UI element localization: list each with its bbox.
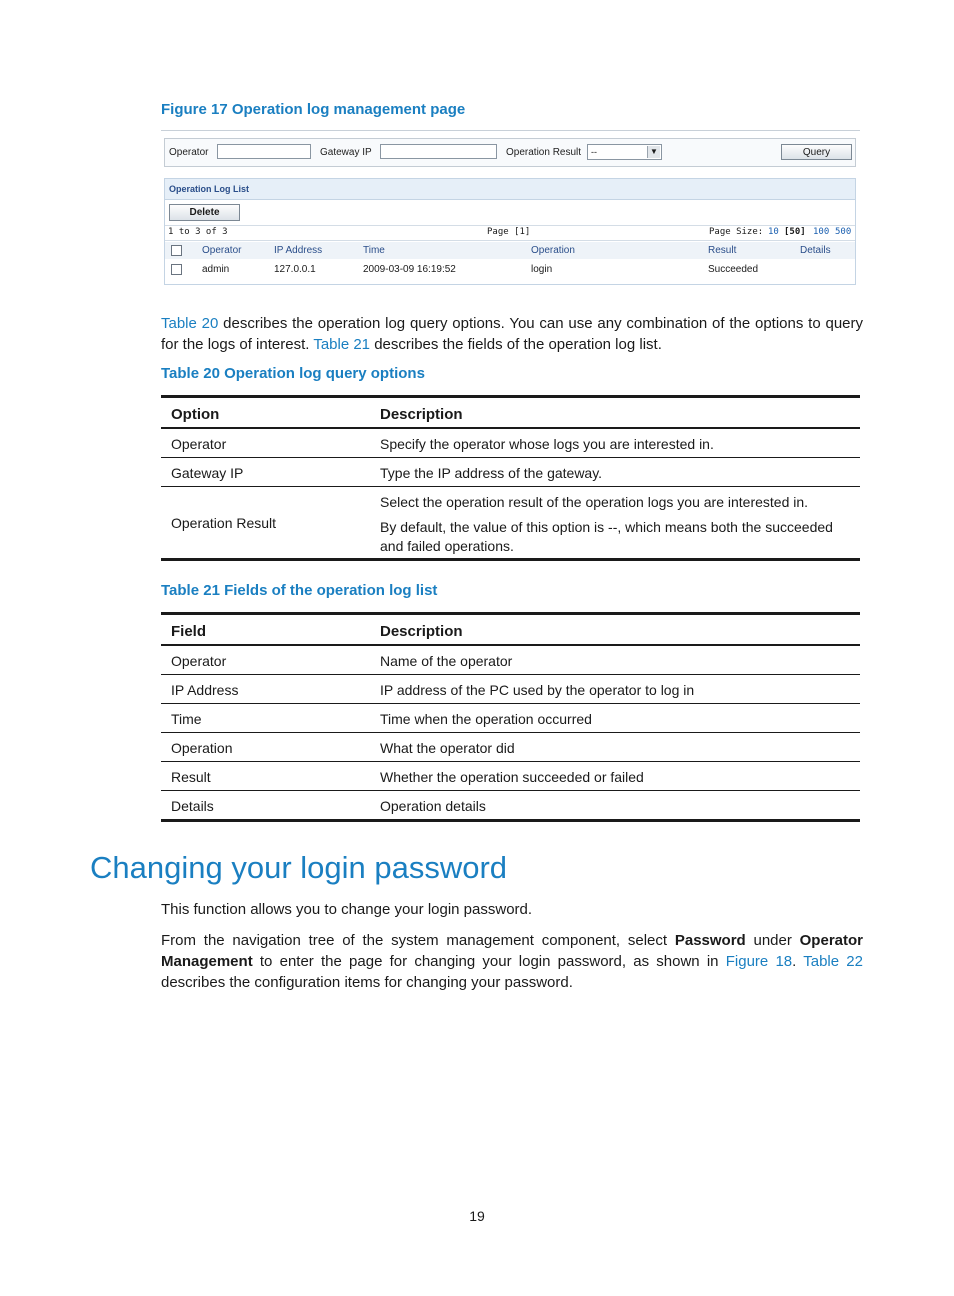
table21-header-description: Description <box>370 614 860 646</box>
description-cell: IP address of the PC used by the operator to log in <box>370 675 860 704</box>
result-label: Operation Result <box>506 147 582 158</box>
col-time[interactable]: Time <box>363 245 385 256</box>
field-cell: Time <box>161 704 370 733</box>
field-cell: Result <box>161 762 370 791</box>
col-details: Details <box>800 245 831 256</box>
description-cell: Name of the operator <box>370 645 860 675</box>
option-cell: Gateway IP <box>161 458 370 487</box>
table-row <box>165 261 855 278</box>
description-cell: Specify the operator whose logs you are interested in. <box>370 428 860 458</box>
table20-header-description: Description <box>370 397 860 429</box>
result-select[interactable] <box>587 144 662 160</box>
result-select-value: -- <box>591 147 597 157</box>
description-line: By default, the value of this option is --, which means both the succeeded and failed operations. <box>380 519 833 554</box>
figure-caption: Figure 17 Operation log management page <box>161 101 466 118</box>
page-size-10[interactable]: 10 <box>768 227 779 237</box>
p2-t1: From the navigation tree of the system management component, select <box>161 932 675 949</box>
description-cell: Time when the operation occurred <box>370 704 860 733</box>
page-size-100[interactable]: 100 <box>813 227 830 237</box>
page-number: 19 <box>469 1208 485 1224</box>
table-row <box>161 675 860 704</box>
table-row <box>161 487 860 560</box>
list-title: Operation Log List <box>169 184 249 194</box>
query-button[interactable]: Query <box>781 144 852 160</box>
page-size-500[interactable]: 500 <box>835 227 852 237</box>
col-ip-address[interactable]: IP Address <box>274 245 323 256</box>
intro-paragraph <box>161 313 863 355</box>
section-paragraph <box>161 930 863 993</box>
row-result: Succeeded <box>708 264 759 275</box>
section-heading: Changing your login password <box>90 850 508 885</box>
table-row <box>161 791 860 821</box>
description-cell: What the operator did <box>370 733 860 762</box>
description-cell <box>370 487 860 560</box>
description-line: Select the operation result of the operation logs you are interested in. <box>380 494 809 510</box>
field-cell: Details <box>161 791 370 821</box>
table21-header-field: Field <box>161 614 370 646</box>
page-size-label: Page Size: <box>709 227 764 237</box>
page-size-50[interactable]: [50] <box>784 227 806 237</box>
table-row <box>161 428 860 458</box>
table20-header-option: Option <box>161 397 370 429</box>
password-term: Password <box>674 932 746 949</box>
row-checkbox[interactable] <box>171 264 182 275</box>
col-operator[interactable]: Operator <box>202 245 242 256</box>
list-header <box>165 179 855 200</box>
col-operation[interactable]: Operation <box>531 245 575 256</box>
gateway-input[interactable] <box>380 144 497 159</box>
p2-t4: . <box>792 953 804 970</box>
p2-t5: describes the configuration items for changing your password. <box>161 974 573 991</box>
para1-text2: describes the fields of the operation log list. <box>370 336 662 353</box>
figure18-link[interactable]: Figure 18 <box>725 953 793 970</box>
table-row <box>161 733 860 762</box>
operator-management-term: Operator Management <box>161 932 863 970</box>
col-result[interactable]: Result <box>708 245 737 256</box>
row-operation: login <box>531 264 553 275</box>
p2-t3: to enter the page for changing your login password, as shown in <box>252 953 726 970</box>
select-all-checkbox[interactable] <box>171 245 182 256</box>
field-cell: Operation <box>161 733 370 762</box>
table22-link[interactable]: Table 22 <box>803 953 863 970</box>
delete-button[interactable]: Delete <box>169 204 240 221</box>
table20-caption: Table 20 Operation log query options <box>161 365 425 382</box>
figure-divider <box>161 130 860 131</box>
table20 <box>161 395 860 561</box>
field-cell: IP Address <box>161 675 370 704</box>
table20-link[interactable]: Table 20 <box>161 315 219 332</box>
row-time: 2009-03-09 16:19:52 <box>363 264 456 275</box>
range-text: 1 to 3 of 3 <box>168 227 228 237</box>
table21-caption: Table 21 Fields of the operation log list <box>161 582 438 599</box>
description-cell: Whether the operation succeeded or failed <box>370 762 860 791</box>
chevron-down-icon: ▼ <box>647 146 660 158</box>
description-cell: Operation details <box>370 791 860 821</box>
operator-input[interactable] <box>217 144 311 159</box>
operation-log-list <box>164 178 856 285</box>
row-ip: 127.0.0.1 <box>274 264 316 275</box>
gateway-label: Gateway IP <box>320 147 372 158</box>
table-row <box>161 645 860 675</box>
operator-label: Operator <box>169 147 209 158</box>
page-indicator: Page [1] <box>487 227 531 237</box>
table-row <box>161 458 860 487</box>
table-row <box>161 704 860 733</box>
table21-link[interactable]: Table 21 <box>313 336 371 353</box>
table21 <box>161 612 860 822</box>
pager <box>165 225 855 241</box>
description-cell: Type the IP address of the gateway. <box>370 458 860 487</box>
column-header-row <box>165 242 855 259</box>
option-cell: Operator <box>161 428 370 458</box>
option-cell: Operation Result <box>161 487 370 560</box>
query-bar <box>164 138 856 167</box>
table-row <box>161 762 860 791</box>
para1-text1: describes the operation log query options. You can use any combination of the options to query for the logs of interest. <box>161 315 863 353</box>
section-intro: This function allows you to change your login password. <box>161 901 533 918</box>
field-cell: Operator <box>161 645 370 675</box>
row-operator: admin <box>202 264 230 275</box>
p2-t2: under <box>745 932 800 949</box>
